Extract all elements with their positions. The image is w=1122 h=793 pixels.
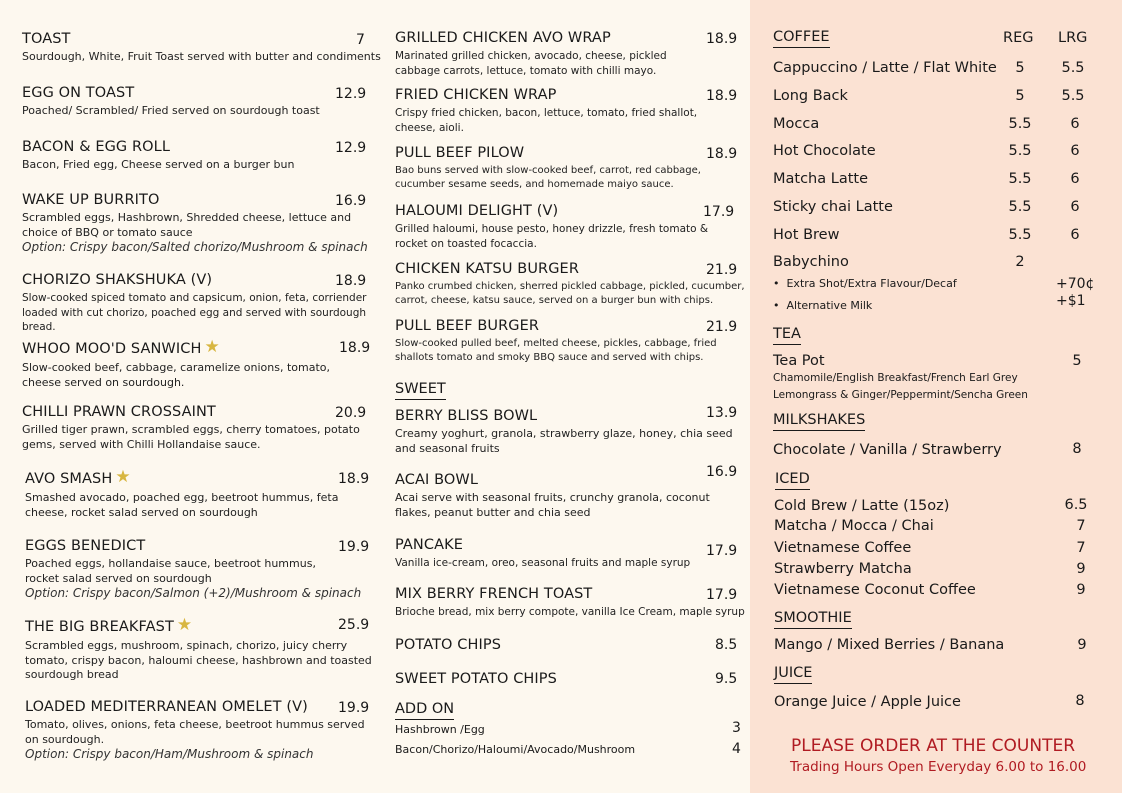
item-price: 25.9 <box>338 617 370 633</box>
item-desc: Grilled tiger prawn, scrambled eggs, cherry tomatoes, potato gems, served with Chilli Hollandaise sauce. <box>22 423 360 451</box>
drink-name: Babychino <box>773 254 849 270</box>
item-price: 18.9 <box>706 88 738 104</box>
item-price: 20.9 <box>335 405 367 421</box>
drink-name: Vietnamese Coconut Coffee <box>774 582 976 598</box>
section-title-iced: ICED <box>775 472 810 490</box>
drink-name: Hot Brew <box>773 227 840 243</box>
item-desc: Creamy yoghurt, granola, strawberry glaze, honey, chia seed and seasonal fruits <box>395 427 733 455</box>
item-name: PANCAKE <box>395 537 463 553</box>
menu-item-bacon-egg-roll <box>22 139 374 173</box>
item-desc: Marinated grilled chicken, avocado, cheese, pickled cabbage carrots, lettuce, tomato with chilli mayo. <box>395 50 667 77</box>
addon-item: Hashbrown /Egg <box>395 723 485 736</box>
drink-name: Sticky chai Latte <box>773 199 893 215</box>
item-name: MIX BERRY FRENCH TOAST <box>395 586 593 602</box>
item-desc: Smashed avocado, poached egg, beetroot hummus, feta cheese, rocket salad served on sourdough <box>25 491 339 519</box>
menu-item-acai-bowl <box>395 472 747 520</box>
item-price: 12.9 <box>335 140 367 156</box>
addon-price: 4 <box>732 741 741 757</box>
item-desc: Slow-cooked pulled beef, melted cheese, pickles, cabbage, fried shallots tomato and smoky BBQ sauce and served with chips. <box>395 338 717 363</box>
drink-price-lrg: 6 <box>1070 199 1080 215</box>
item-name-row <box>25 616 380 636</box>
item-desc: Poached eggs, hollandaise sauce, beetroot hummus, rocket salad served on sourdough <box>25 557 316 585</box>
item-price: 7 <box>356 32 365 48</box>
menu-item-toast <box>22 31 381 65</box>
star-icon: ★ <box>176 615 193 635</box>
item-option: Option: Crispy bacon/Salmon (+2)/Mushroom & spinach <box>25 586 362 600</box>
item-name: WAKE UP BURRITO <box>22 192 160 208</box>
item-name: CHICKEN KATSU BURGER <box>395 261 579 277</box>
item-price: 17.9 <box>706 543 738 559</box>
menu-item-berry-bliss-bowl <box>395 408 735 456</box>
menu-item-grilled-chicken-avo-wrap <box>395 30 715 78</box>
menu-item-whoo-mood-sanwich <box>22 338 332 390</box>
item-desc: Grilled haloumi, house pesto, honey drizzle, fresh tomato & rocket on toasted focaccia. <box>395 223 709 250</box>
item-name-row <box>22 338 332 358</box>
item-price: 16.9 <box>335 193 367 209</box>
section-title-smoothie: SMOOTHIE <box>774 611 852 629</box>
drink-name: Vietnamese Coffee <box>774 540 912 556</box>
menu-item-mix-berry-french-toast <box>395 586 745 620</box>
extra-price: +$1 <box>1056 293 1086 309</box>
item-desc: Bao buns served with slow-cooked beef, carrot, red cabbage, cucumber sesame seeds, and homemade maiyo sauce. <box>395 165 701 190</box>
section-title-add-on: ADD ON <box>395 702 454 720</box>
drink-price: 5 <box>1072 353 1082 369</box>
item-desc: Bacon, Fried egg, Cheese served on a burger bun <box>22 158 295 171</box>
menu-item-mediterranean-omelet <box>25 699 370 762</box>
addon-item: Bacon/Chorizo/Haloumi/Avocado/Mushroom <box>395 743 636 756</box>
coffee-reg-header: REG <box>1003 30 1034 46</box>
item-price: 16.9 <box>706 464 738 480</box>
item-desc: Panko crumbed chicken, sherred pickled cabbage, pickled, cucumber, carrot, cheese, katsu sauce, served on a burger bun with chips. <box>395 281 745 306</box>
drink-price: 9 <box>1076 561 1086 577</box>
bullet-icon: • <box>773 299 787 312</box>
drink-price-reg: 5.5 <box>1008 227 1032 243</box>
item-name: BACON & EGG ROLL <box>22 139 171 155</box>
drink-name: Orange Juice / Apple Juice <box>774 694 961 710</box>
menu-item-potato-chips: POTATO CHIPS <box>395 637 502 653</box>
drink-price: 9 <box>1077 637 1087 653</box>
drink-name: Long Back <box>773 88 848 104</box>
drink-name: Mango / Mixed Berries / Banana <box>774 637 1005 653</box>
menu-item-pull-beef-burger <box>395 318 745 364</box>
coffee-lrg-header: LRG <box>1058 30 1088 46</box>
item-desc: Scrambled eggs, mushroom, spinach, chorizo, juicy cherry tomato, crispy bacon, haloumi cheese, hashbrown and toasted sourdough bread <box>25 639 372 681</box>
tea-options: Chamomile/English Breakfast/French Earl Grey <box>773 372 1018 384</box>
menu-item-wake-up-burrito <box>22 192 368 255</box>
item-price: 8.5 <box>715 637 738 653</box>
item-name: CHORIZO SHAKSHUKA (V) <box>22 272 213 288</box>
trading-hours: Trading Hours Open Everyday 6.00 to 16.00 <box>790 759 1087 775</box>
item-desc: Slow-cooked beef, cabbage, caramelize onions, tomato, cheese served on sourdough. <box>22 361 330 389</box>
item-desc: Poached/ Scrambled/ Fried served on sourdough toast <box>22 104 320 117</box>
extra-name: Extra Shot/Extra Flavour/Decaf <box>786 277 957 290</box>
drink-price-reg: 5 <box>1015 88 1025 104</box>
item-price: 19.9 <box>338 539 370 555</box>
item-name: BERRY BLISS BOWL <box>395 408 538 424</box>
section-title-coffee: COFFEE <box>773 30 830 48</box>
item-name: TOAST <box>22 31 71 47</box>
drink-price-reg: 2 <box>1015 254 1025 270</box>
menu-item-chicken-katsu-burger <box>395 261 745 307</box>
item-price: 19.9 <box>338 700 370 716</box>
drink-price: 7 <box>1076 518 1086 534</box>
item-price: 9.5 <box>715 671 738 687</box>
menu-item-chorizo-shakshuka <box>22 272 378 335</box>
menu-item-chilli-prawn-crossaint <box>22 404 378 452</box>
menu-item-avo-smash <box>25 468 345 520</box>
bullet-icon: • <box>773 277 787 290</box>
drink-price: 8 <box>1075 693 1085 709</box>
item-price: 17.9 <box>703 204 735 220</box>
menu-item-pancake <box>395 537 725 571</box>
extra-price: +70¢ <box>1056 276 1095 292</box>
item-name: GRILLED CHICKEN AVO WRAP <box>395 30 611 46</box>
drink-name: Strawberry Matcha <box>774 561 912 577</box>
item-name: EGGS BENEDICT <box>25 538 146 554</box>
drink-price-reg: 5.5 <box>1008 116 1032 132</box>
section-title-juice: JUICE <box>774 666 812 684</box>
item-name: LOADED MEDITERRANEAN OMELET (V) <box>25 699 308 715</box>
drink-name: Matcha / Mocca / Chai <box>774 518 934 534</box>
coffee-extra <box>773 299 872 312</box>
item-name: FRIED CHICKEN WRAP <box>395 87 557 103</box>
item-price: 18.9 <box>335 273 367 289</box>
menu-item-big-breakfast <box>25 616 380 683</box>
item-name: AVO SMASH <box>25 471 113 487</box>
item-price: 18.9 <box>706 31 738 47</box>
menu-item-pull-beef-pilow <box>395 145 749 191</box>
menu-item-sweet-potato-chips: SWEET POTATO CHIPS <box>395 671 557 687</box>
item-price: 13.9 <box>706 405 738 421</box>
item-price: 18.9 <box>706 146 738 162</box>
star-icon: ★ <box>115 467 131 487</box>
tea-options: Lemongrass & Ginger/Peppermint/Sencha Green <box>773 389 1028 401</box>
item-desc: Crispy fried chicken, bacon, lettuce, tomato, fried shallot, cheese, aioli. <box>395 107 698 134</box>
order-notice: PLEASE ORDER AT THE COUNTER <box>791 736 1076 756</box>
drink-price-lrg: 5.5 <box>1061 88 1085 104</box>
item-price: 21.9 <box>706 319 738 335</box>
item-desc: Vanilla ice-cream, oreo, seasonal fruits and maple syrup <box>395 557 691 569</box>
item-desc: Slow-cooked spiced tomato and capsicum, onion, feta, corriender loaded with cut chorizo, poached egg and served with sourdough bread. <box>22 292 367 333</box>
drink-price: 9 <box>1076 582 1086 598</box>
drink-name: Cold Brew / Latte (15oz) <box>774 498 950 514</box>
drink-name: Tea Pot <box>773 353 825 369</box>
section-title-milkshakes: MILKSHAKES <box>773 413 865 431</box>
item-desc: Tomato, olives, onions, feta cheese, beetroot hummus served on sourdough. <box>25 718 365 746</box>
item-option: Option: Crispy bacon/Salted chorizo/Mushroom & spinach <box>22 240 368 254</box>
item-price: 18.9 <box>338 471 370 487</box>
menu-item-egg-on-toast <box>22 85 374 119</box>
item-name: HALOUMI DELIGHT (V) <box>395 203 559 219</box>
item-name-row <box>25 468 345 488</box>
drink-price-lrg: 6 <box>1070 143 1080 159</box>
menu-item-haloumi-delight <box>395 203 735 251</box>
drink-price-reg: 5 <box>1015 60 1025 76</box>
drink-name: Matcha Latte <box>773 171 868 187</box>
addon-price: 3 <box>732 720 741 736</box>
drink-name: Hot Chocolate <box>773 143 876 159</box>
drink-price-lrg: 6 <box>1070 116 1080 132</box>
item-name: PULL BEEF BURGER <box>395 318 540 334</box>
drink-price-lrg: 5.5 <box>1061 60 1085 76</box>
star-icon: ★ <box>204 337 220 357</box>
item-option: Option: Crispy bacon/Ham/Mushroom & spinach <box>25 747 314 761</box>
item-desc: Sourdough, White, Fruit Toast served with butter and condiments <box>22 50 381 63</box>
drink-price: 8 <box>1072 441 1082 457</box>
drink-price-reg: 5.5 <box>1008 143 1032 159</box>
item-desc: Scrambled eggs, Hashbrown, Shredded cheese, lettuce and choice of BBQ or tomato sauce <box>22 211 352 239</box>
item-name: WHOO MOO'D SANWICH <box>22 341 202 357</box>
section-title-tea: TEA <box>773 327 801 345</box>
item-price: 18.9 <box>339 340 371 356</box>
drink-price-reg: 5.5 <box>1008 171 1032 187</box>
drink-price-reg: 5.5 <box>1008 199 1032 215</box>
item-name: EGG ON TOAST <box>22 85 135 101</box>
item-name: THE BIG BREAKFAST <box>25 619 174 635</box>
drink-name: Chocolate / Vanilla / Strawberry <box>773 442 1002 458</box>
drink-name: Cappuccino / Latte / Flat White <box>773 60 997 76</box>
section-title-sweet: SWEET <box>395 382 446 400</box>
item-price: 17.9 <box>706 587 738 603</box>
item-name: ACAI BOWL <box>395 472 479 488</box>
drink-price: 6.5 <box>1064 497 1088 513</box>
item-desc: Acai serve with seasonal fruits, crunchy granola, coconut flakes, peanut butter and chia seed <box>395 491 710 519</box>
item-desc: Brioche bread, mix berry compote, vanilla Ice Cream, maple syrup <box>395 606 745 618</box>
coffee-extra <box>773 277 957 290</box>
item-price: 21.9 <box>706 262 738 278</box>
drink-price: 7 <box>1076 540 1086 556</box>
item-price: 12.9 <box>335 86 367 102</box>
drink-price-lrg: 6 <box>1070 227 1080 243</box>
menu-item-fried-chicken-wrap <box>395 87 738 135</box>
extra-name: Alternative Milk <box>786 299 873 312</box>
drink-name: Mocca <box>773 116 820 132</box>
item-name: CHILLI PRAWN CROSSAINT <box>22 404 216 420</box>
item-name: PULL BEEF PILOW <box>395 145 525 161</box>
drink-price-lrg: 6 <box>1070 171 1080 187</box>
